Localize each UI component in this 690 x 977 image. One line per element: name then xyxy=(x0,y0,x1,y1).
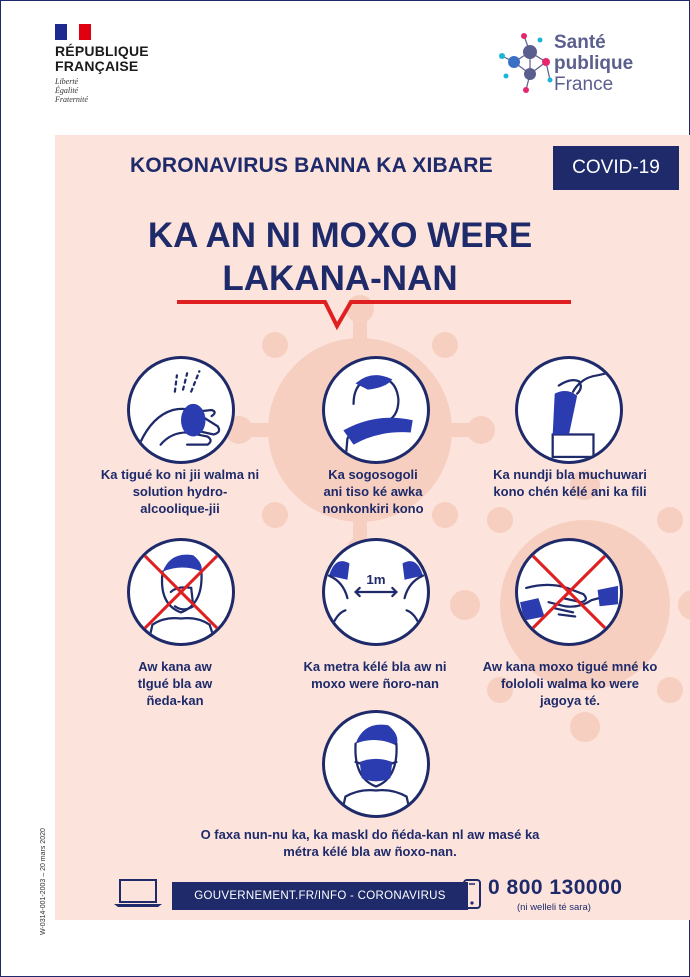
gesture-circle-no-face-touch xyxy=(127,538,235,646)
republique-title-line1: RÉPUBLIQUE xyxy=(55,43,149,59)
republique-title-line2: FRANÇAISE xyxy=(55,58,139,74)
motto-liberte: Liberté xyxy=(55,77,79,86)
main-title-line1: KA AN NI MOXO WERE xyxy=(147,216,533,255)
motto-egalite: Égalité xyxy=(55,86,79,95)
gesture-circle-tissue xyxy=(515,356,623,464)
gesture-caption-hand-washing: Ka tigué ko ni jii walma ni solution hydro- alcoolique-jii xyxy=(100,467,260,516)
gesture-circle-face-mask xyxy=(322,710,430,818)
document-reference: W-0314-001-2003 – 20 mars 2020 xyxy=(40,828,47,935)
gesture-circle-no-handshake xyxy=(515,538,623,646)
gesture-circle-distance xyxy=(322,538,430,646)
helpline-note: (ni welleli té sara) xyxy=(517,902,591,913)
gesture-caption-tissue: Ka nundji bla muchuwari kono chén kélé ani ka fili xyxy=(493,467,647,499)
network-dots-icon xyxy=(496,24,554,104)
gesture-circle-hand-washing xyxy=(127,356,235,464)
tissue-box-icon xyxy=(518,359,620,461)
distance-label: 1m xyxy=(366,571,386,587)
gesture-circle-cough-elbow xyxy=(322,356,430,464)
campaign-header: KORONAVIRUS BANNA KA XIBARE xyxy=(130,154,493,177)
gesture-caption-no-handshake: Aw kana moxo tigué mné ko folololi walma ko were jagoya té. xyxy=(482,659,658,708)
french-flag-icon xyxy=(55,24,91,40)
helpline-number[interactable]: 0 800 130000 xyxy=(488,876,623,899)
distance-1m-icon xyxy=(325,541,427,643)
sante-line1: Santé xyxy=(554,32,606,53)
laptop-icon xyxy=(112,878,164,908)
gesture-caption-cough-elbow: Ka sogosogoli ani tiso ké awka nonkonkiri kono xyxy=(322,467,424,516)
main-title-line2: LAKANA-NAN xyxy=(222,259,458,298)
no-handshake-icon xyxy=(518,541,620,643)
gesture-caption-distance: Ka metra kélé bla aw ni moxo were ñoro-nan xyxy=(303,659,447,691)
phone-icon xyxy=(462,878,482,910)
hand-washing-icon xyxy=(130,359,232,461)
gesture-caption-face-mask: O faxa nun-nu ka, ka maskl do ñéda-kan nl aw masé ka métra kélé bla aw ñoxo-nan. xyxy=(200,827,540,859)
motto-fraternite: Fraternité xyxy=(55,95,88,104)
sante-publique-france-logo xyxy=(496,24,656,104)
face-mask-icon xyxy=(325,713,427,815)
covid-badge: COVID-19 xyxy=(553,146,679,190)
sante-line2: publique xyxy=(554,53,634,74)
cough-elbow-icon xyxy=(325,359,427,461)
no-face-touch-icon xyxy=(130,541,232,643)
speech-underline-icon xyxy=(175,296,575,332)
gesture-caption-no-face-touch: Aw kana aw tlgué bla aw ñeda-kan xyxy=(137,659,213,708)
sante-line3: France xyxy=(554,74,614,95)
government-info-link[interactable]: GOUVERNEMENT.FR/INFO - CORONAVIRUS xyxy=(172,882,468,910)
republique-francaise-logo xyxy=(55,24,149,104)
